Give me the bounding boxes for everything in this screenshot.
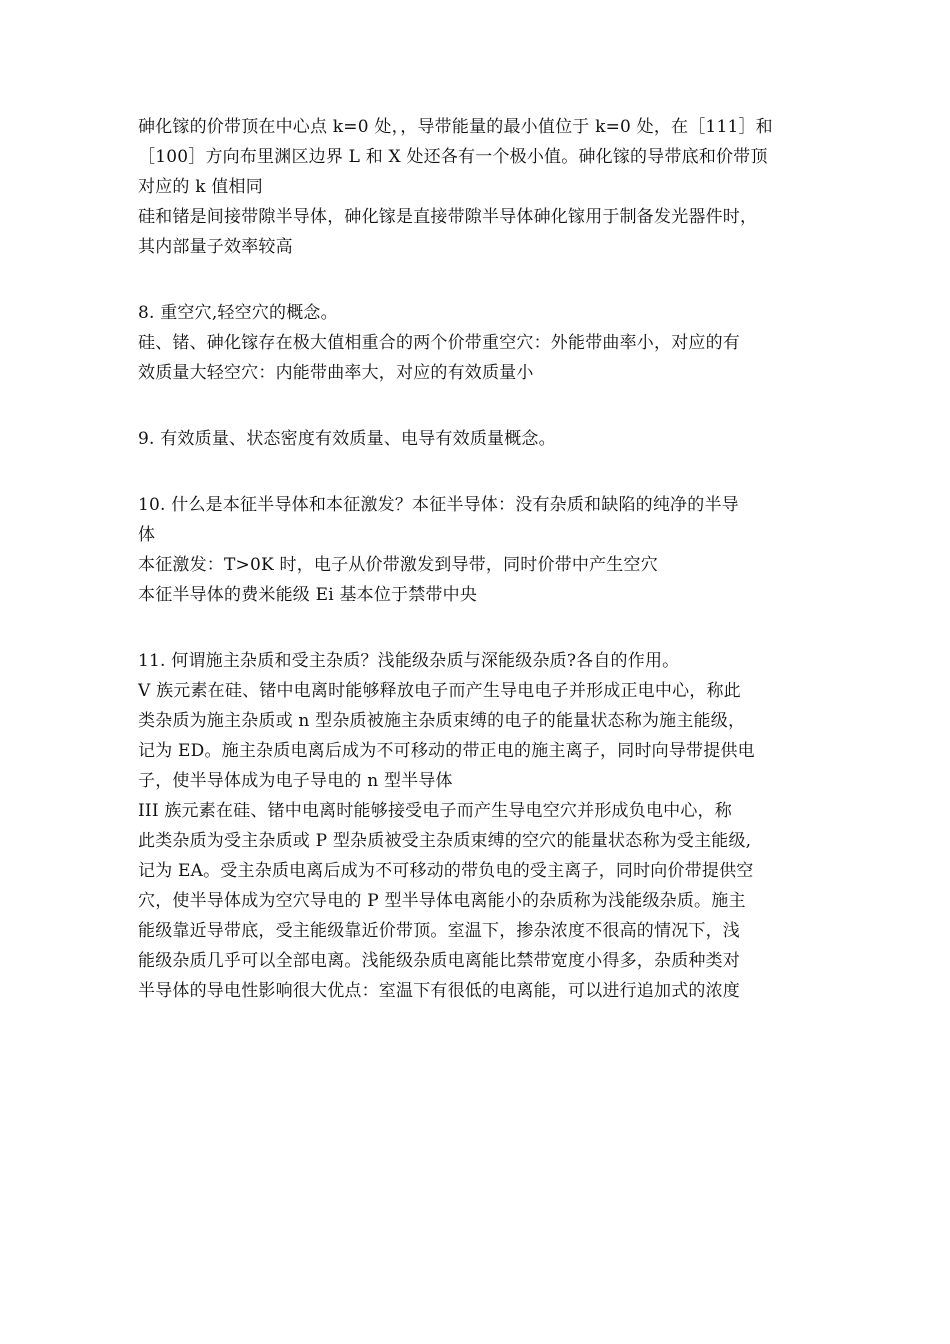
text-line: 体: [138, 525, 156, 545]
text-line: 子，使半导体成为电子导电的 n 型半导体: [138, 771, 453, 791]
text-line: 本征激发：T>0K 时，电子从价带激发到导带，同时价带中产生空穴: [138, 555, 658, 575]
text-line: III 族元素在硅、锗中电离时能够接受电子而产生导电空穴并形成负电中心，称: [138, 801, 732, 821]
document-page: [138, 112, 818, 1006]
text-line: 砷化镓的价带顶在中心点 k=0 处，，导带能量的最小值位于 k=0 处，在［111］和: [138, 117, 773, 137]
text-line: 能级杂质几乎可以全部电离。浅能级杂质电离能比禁带宽度小得多，杂质种类对: [138, 951, 740, 971]
spacer: [138, 454, 818, 490]
spacer: [138, 388, 818, 424]
text-line: 穴，使半导体成为空穴导电的 P 型半导体电离能小的杂质称为浅能级杂质。施主: [138, 891, 746, 911]
question-heading: 8. 重空穴,轻空穴的概念。: [138, 303, 338, 323]
text-line: 硅、锗、砷化镓存在极大值相重合的两个价带重空穴：外能带曲率小，对应的有: [138, 333, 740, 353]
question-heading: 10. 什么是本征半导体和本征激发？本征半导体：没有杂质和缺陷的纯净的半导: [138, 495, 739, 515]
text-line: 能级靠近导带底，受主能级靠近价带顶。室温下，掺杂浓度不很高的情况下，浅: [138, 921, 740, 941]
text-line: 记为 EA。受主杂质电离后成为不可移动的带负电的受主离子，同时向价带提供空: [138, 861, 754, 881]
spacer: [138, 262, 818, 298]
text-line: 记为 ED。施主杂质电离后成为不可移动的带正电的施主离子，同时向导带提供电: [138, 741, 755, 761]
question-heading: 11. 何谓施主杂质和受主杂质？浅能级杂质与深能级杂质?各自的作用。: [138, 651, 680, 671]
paragraph-gaas-band-structure: [138, 112, 818, 262]
text-line: 此类杂质为受主杂质或 P 型杂质被受主杂质束缚的空穴的能量状态称为受主能级,: [138, 831, 752, 851]
text-line: 本征半导体的费米能级 Ei 基本位于禁带中央: [138, 585, 478, 605]
text-line: 类杂质为施主杂质或 n 型杂质被施主杂质束缚的电子的能量状态称为施主能级，: [138, 711, 746, 731]
text-line: 对应的 k 值相同: [138, 177, 263, 197]
text-line: 其内部量子效率较高: [138, 237, 293, 257]
text-line: 硅和锗是间接带隙半导体，砷化镓是直接带隙半导体砷化镓用于制备发光器件时，: [138, 207, 758, 227]
spacer: [138, 610, 818, 646]
section-q11: [138, 646, 818, 1006]
text-line: 效质量大轻空穴：内能带曲率大，对应的有效质量小: [138, 363, 534, 383]
text-line: 半导体的导电性影响很大优点：室温下有很低的电离能，可以进行追加式的浓度: [138, 981, 740, 1001]
section-q9: [138, 424, 818, 454]
section-q10: [138, 490, 818, 610]
question-heading: 9. 有效质量、状态密度有效质量、电导有效质量概念。: [138, 429, 556, 449]
text-line: ［100］方向布里渊区边界 L 和 X 处还各有一个极小值。砷化镓的导带底和价带顶: [138, 147, 768, 167]
text-line: V 族元素在硅、锗中电离时能够释放电子而产生导电电子并形成正电中心，称此: [138, 681, 741, 701]
section-q8: [138, 298, 818, 388]
